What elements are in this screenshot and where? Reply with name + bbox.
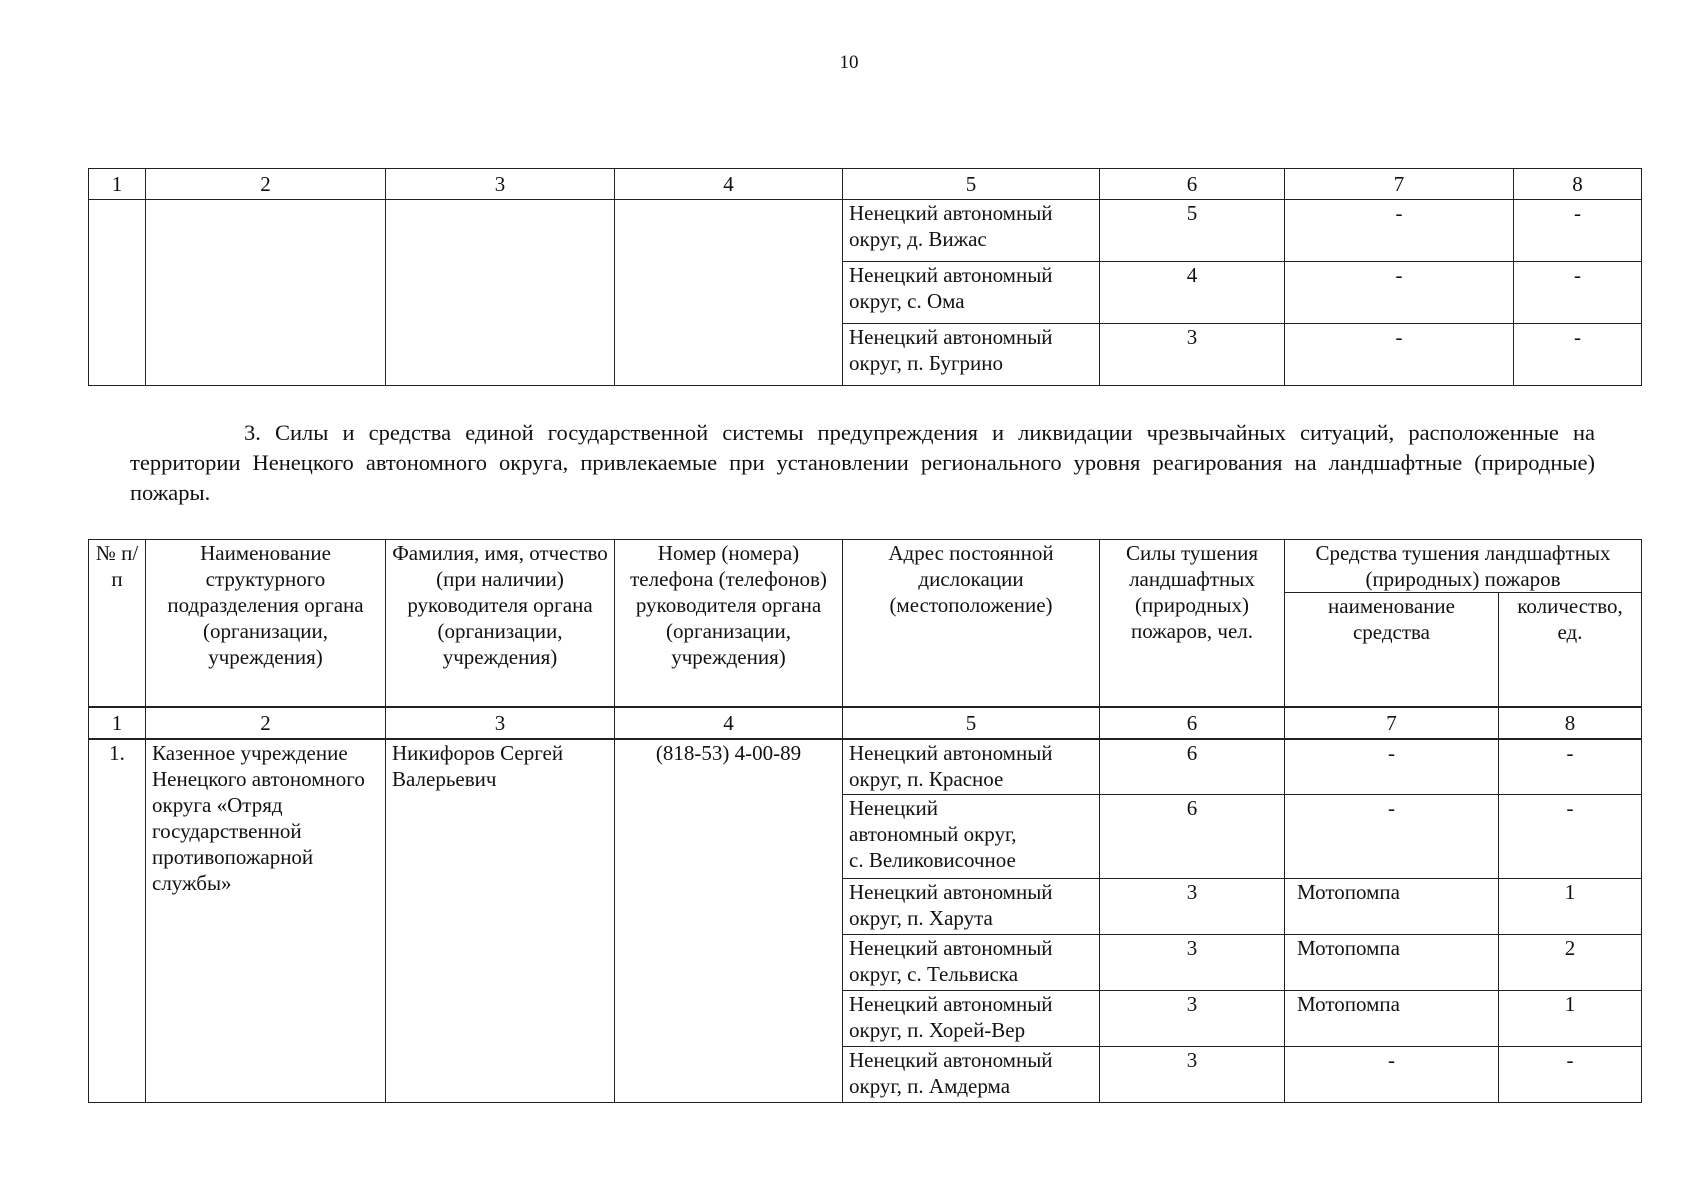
col-number: 8: [1514, 169, 1642, 200]
address-cell: Ненецкий автономный округ, п. Амдерма: [843, 1047, 1100, 1103]
empty-cell: [615, 200, 843, 386]
col-number: 3: [386, 169, 615, 200]
header-num: № п/п: [89, 540, 146, 707]
entry-phone: (818-53) 4-00-89: [615, 739, 843, 1103]
means-name-cell: -: [1285, 262, 1514, 324]
col-number: 1: [89, 169, 146, 200]
header-means-qty: количество, ед.: [1499, 593, 1642, 707]
means-qty-cell: -: [1514, 324, 1642, 386]
address-cell: Ненецкий автономный округ, п. Бугрино: [843, 324, 1100, 386]
means-qty-cell: 2: [1499, 935, 1642, 991]
means-name-cell: -: [1285, 324, 1514, 386]
col-number: 7: [1285, 169, 1514, 200]
header-means-name: наименование средства: [1285, 593, 1499, 707]
means-name-cell: -: [1285, 795, 1499, 879]
column-number-row: [89, 707, 1642, 739]
empty-cell: [386, 200, 615, 386]
means-name-cell: -: [1285, 739, 1499, 795]
col-number: 7: [1285, 707, 1499, 739]
header-phone: Номер (номера) телефона (телефонов) руководителя органа (организации, учреждения): [615, 540, 843, 707]
forces-cell: 5: [1100, 200, 1285, 262]
col-number: 2: [146, 169, 386, 200]
forces-cell: 3: [1100, 879, 1285, 935]
col-number: 6: [1100, 169, 1285, 200]
col-number: 6: [1100, 707, 1285, 739]
col-number: 3: [386, 707, 615, 739]
means-name-cell: Мотопомпа: [1285, 935, 1499, 991]
forces-cell: 3: [1100, 324, 1285, 386]
address-cell: Ненецкий автономный округ, д. Вижас: [843, 200, 1100, 262]
header-row: [89, 540, 1642, 593]
means-name-cell: Мотопомпа: [1285, 879, 1499, 935]
address-cell: Ненецкий автономный округ, с. Ома: [843, 262, 1100, 324]
col-number: 5: [843, 707, 1100, 739]
means-qty-cell: -: [1514, 200, 1642, 262]
table-continued: [88, 168, 1642, 386]
means-qty-cell: -: [1499, 795, 1642, 879]
table-row: [89, 200, 1642, 262]
col-number: 8: [1499, 707, 1642, 739]
forces-cell: 3: [1100, 935, 1285, 991]
col-number: 4: [615, 169, 843, 200]
means-name-cell: -: [1285, 200, 1514, 262]
means-name-cell: -: [1285, 1047, 1499, 1103]
header-address: Адрес постоянной дислокации (местоположение): [843, 540, 1100, 707]
col-number: 5: [843, 169, 1100, 200]
means-qty-cell: -: [1514, 262, 1642, 324]
page-number: 10: [839, 52, 859, 73]
col-number: 1: [89, 707, 146, 739]
entry-unit: Казенное учреждение Ненецкого автономного округа «Отряд государственной противопожарной службы»: [146, 739, 386, 1103]
forces-cell: 6: [1100, 795, 1285, 879]
column-number-row: [89, 169, 1642, 200]
table-main: [88, 539, 1642, 1103]
section-heading: 3. Силы и средства единой государственной системы предупреждения и ликвидации чрезвычайных ситуаций, расположенные на территории Ненецкого автономного округа, привлекаемые при установлении регионального уровня реагирования на ландшафтные (природные) пожары.: [130, 420, 1595, 505]
means-qty-cell: -: [1499, 1047, 1642, 1103]
forces-cell: 4: [1100, 262, 1285, 324]
header-forces: Силы тушения ландшафтных (природных) пожаров, чел.: [1100, 540, 1285, 707]
forces-cell: 6: [1100, 739, 1285, 795]
forces-cell: 3: [1100, 1047, 1285, 1103]
header-unit: Наименование структурного подразделения органа (организации, учреждения): [146, 540, 386, 707]
empty-cell: [146, 200, 386, 386]
means-qty-cell: 1: [1499, 991, 1642, 1047]
entry-head: Никифоров Сергей Валерьевич: [386, 739, 615, 1103]
forces-cell: 3: [1100, 991, 1285, 1047]
empty-cell: [89, 200, 146, 386]
address-cell: Ненецкий автономный округ, п. Хорей-Вер: [843, 991, 1100, 1047]
table-row: [89, 739, 1642, 795]
address-cell: Ненецкий автономный округ, п. Харута: [843, 879, 1100, 935]
address-cell: Ненецкий автономный округ, с. Тельвиска: [843, 935, 1100, 991]
col-number: 4: [615, 707, 843, 739]
address-cell: Ненецкий автономный округ, с. Великовисочное: [843, 795, 1100, 879]
means-name-cell: Мотопомпа: [1285, 991, 1499, 1047]
means-qty-cell: 1: [1499, 879, 1642, 935]
entry-num: 1.: [89, 739, 146, 1103]
means-qty-cell: -: [1499, 739, 1642, 795]
header-means: Средства тушения ландшафтных (природных) пожаров: [1285, 540, 1642, 593]
header-head: Фамилия, имя, отчество (при наличии) руководителя органа (организации, учреждения): [386, 540, 615, 707]
col-number: 2: [146, 707, 386, 739]
address-cell: Ненецкий автономный округ, п. Красное: [843, 739, 1100, 795]
